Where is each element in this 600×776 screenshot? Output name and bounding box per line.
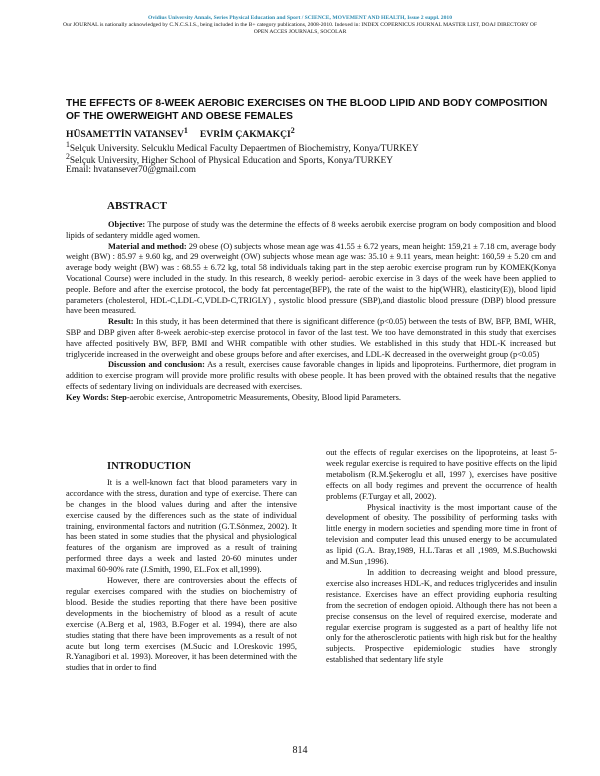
intro-paragraph-2: However, there are controversies about the effects of regular exercises compared with the studies on biochemistry of blood. Beside the studies reporting that there have been positive developments in the biochemistry of blood as a result of acute exercise (A.Berg et al, 1983, B.Foger et al. 1994), there are also studies stating that there have been improvements as a result of not acute but long term exercises (M.Sucic and I.Oreskovic 1995, R.Yanagibori et al. 1993). Moreover, it has been determined with the studies that in order to find xyxy=(66,576,297,673)
right-column xyxy=(326,448,557,666)
discussion-text: As a result, exercises cause favorable changes in lipids and lipoproteins. Furthermore, diet program in addition to exercise program will provide more prolific results with obese people. It has been proved with the obtained results that the negative effects of sedentary living on individuals are decreased with exercises. xyxy=(66,360,557,391)
intro-paragraph-5: In addition to decreasing weight and blood pressure, exercise also increases HDL-K, and reduces triglycerides and insulin resistance. Exercises have an effect providing euphoria resulting from the secretion of endogen opioid. Although there has not been a precise consensus on the level of required exercise, moderate and regular exercise program is suggested as a part of healthy life not only for the atherosclerotic patients with high risk but for the healthy subjects. Prospective epidemiologic studies have strongly established that sedentary life style xyxy=(326,567,557,665)
affiliation-1-sup: 1 xyxy=(66,140,70,149)
paper-title: THE EFFECTS OF 8-WEEK AEROBIC EXERCISES ON THE BLOOD LIPID AND BODY COMPOSITION OF THE OWERWEIGHT AND OBESE FEMALES xyxy=(66,98,548,122)
affiliation-1-text: Selçuk University. Selcuklu Medical Faculty Depaertmen of Biochemistry, Konya/TURKEY xyxy=(69,144,419,155)
affiliation-2 xyxy=(66,152,393,166)
author-1: HÜSAMETTİN VATANSEV xyxy=(66,129,184,141)
affiliation-2-sup: 2 xyxy=(66,152,70,161)
keywords-label: Key Words: Step xyxy=(66,392,127,402)
abstract-discussion xyxy=(66,360,556,392)
page-number: 814 xyxy=(292,745,308,756)
left-column xyxy=(66,462,297,674)
material-label: Material and method: xyxy=(108,241,187,251)
author-2: EVRİM ÇAKMAKÇI xyxy=(199,129,291,141)
affiliation-2-text: Selçuk University, Higher School of Physical Education and Sports, Konya/TURKEY xyxy=(69,156,393,167)
journal-series-line: Ovidius University Annals, Series Physical Education and Sport / SCIENCE, MOVEMENT AND HEALTH, Issue 2 suppl. 2010 xyxy=(148,15,452,21)
intro-paragraph-4: Physical inactivity is the most important cause of the development of obesity. The possibility of performing tasks with little energy in modern societies and spending more time in front of television and computer lead this unused energy to be accumulated as lipid (G.A. Bray,1989, H.L.Taras et all ,1989, M.S.Buchowski and M.Sun ,1996). xyxy=(326,502,557,567)
result-text: In this study, it has been determined that there is significant difference (p<0.05) between the tests of BW, BFP, BMI, WHR, SBP and DBP given after 8-week aerobic-step exercise protocol in favor of the last test. We too have demonstrated in this study that exercises have affected positively BW, BFP, BMI and WHR compatible with other studies. We established in this study that HDL-K increased but triglyceride increased in the overweight and obese groups before and after exercises, and LDL-K decreased in the overweight group (p<0.05) xyxy=(66,317,556,359)
intro-paragraph-1: It is a well-known fact that blood parameters vary in accordance with the stress, duration and type of exercise. There can be changes in the blood values during and after the intensive exercise caused by the differences such as the state of individual training, environmental factors and nutrition (G.T.Sönmez, 2002). It has been stated in some studies that the physical and physiological features of the organism are improved as a result of training performed three days a week and lasted 20-60 minutes under maximal 60-90% rate (J.Smith, 1990, EL.Fox et all,1999). xyxy=(66,477,297,575)
author-2-sup: 2 xyxy=(290,126,295,135)
abstract-keywords xyxy=(66,393,556,404)
journal-header xyxy=(60,15,540,37)
abstract-material xyxy=(66,242,556,318)
material-text: 29 obese (O) subjects whose mean age was 41.55 ± 6.72 years, mean height: 159,21 ± 7.18 cm, average body weight (BW) : 85.97 ± 9.60 kg, and 29 overweight (OW) subjects whose mean age was: 35.10 ± 9.11 years, mean height: 160,59 ± 5.20 cm and average body weight (BW) was : 68.55 ± 6.72 kg, total 58 individuals taking part in the step aerobic exercise program run by KOMEK(Konya Vocational Course) were included in the study. In this research, 8 weekly period- aerobic exercise in 3 days of the week have been applied to people. Before and after the exercise protocol, the body fat percentage(BFP), the rate of the waist to the hip(WHR), elasticity(E)), blood lipid parameters (cholesterol, HDL-C,LDL-C,VDLD-C,TRIGLY) , systolic blood pressure (SBP),and diastolic blood pressure (DBP) blood pressure have been measured. xyxy=(66,241,556,316)
abstract-heading: ABSTRACT xyxy=(107,200,167,212)
intro-paragraph-3: out the effects of regular exercises on the lipoproteins, at least 5-week regular exercise is required to have positive effects on the lipid metabolism (R.M.Şekeroglu et all, 1997 ), exercises have positive effects on all body regimes and prevent the occurrence of health problems (F.Turgay et all, 2002). xyxy=(326,448,557,501)
introduction-heading: INTRODUCTION xyxy=(107,461,192,472)
keywords-text: -aerobic exercise, Antropometric Measurements, Obesity, Blood lipid Parameters. xyxy=(126,392,401,402)
abstract-objective xyxy=(66,220,556,242)
authors-line xyxy=(66,126,295,140)
author-1-sup: 1 xyxy=(183,126,188,135)
discussion-label: Discussion and conclusion: xyxy=(108,360,205,370)
journal-index-line: Our JOURNAL is nationally acknowledged by C.N.C.S.I.S., being included in the B+ category publications, 2008-2010. Indexed in: INDEX COPERNICUS JOURNAL MASTER LIST, DOAJ DIRECTORY OF OPEN ACCES JOURNALS, SOCOLAR xyxy=(62,22,538,36)
objective-label: Objective: xyxy=(108,220,146,229)
objective-text: The purpose of study was the determine the effects of 8 weeks aerobik exercise program on body composition and blood lipids of sedantery middle aged women. xyxy=(66,220,556,240)
abstract-body xyxy=(66,220,556,404)
email-line: Email: hvatansever70@gmail.com xyxy=(66,165,196,175)
abstract-result xyxy=(66,317,556,360)
result-label: Result: xyxy=(108,317,134,327)
